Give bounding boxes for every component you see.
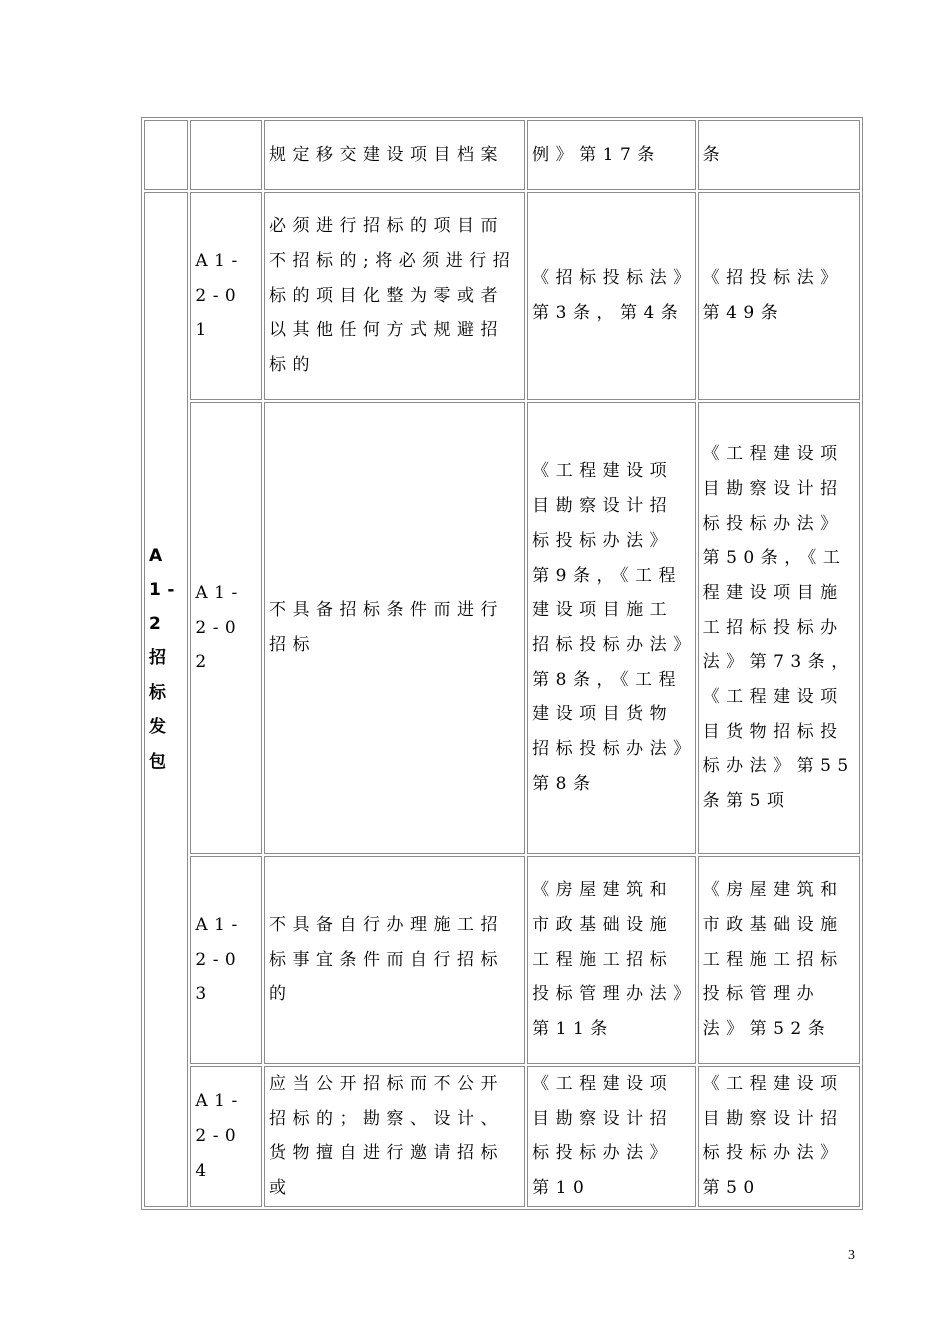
table-row	[144, 856, 860, 1064]
legal-basis: 《招标投标法》第3条，第4条	[527, 192, 695, 400]
violation-description: 不具备招标条件而进行招标	[264, 402, 525, 854]
category-cell	[144, 192, 188, 1207]
item-code: A1-2-03	[190, 856, 262, 1064]
legal-basis: 《工程建设项目勘察设计招标投标办法》第9条，《工程建设项目施工招标投标办法》第8条，《工程建设项目货物招标投标办法》第8条	[527, 402, 695, 854]
legal-basis: 《房屋建筑和市政基础设施工程施工招标投标管理办法》第11条	[527, 856, 695, 1064]
category-cell-empty	[144, 120, 188, 190]
penalty-basis: 《招投标法》第49条	[698, 192, 860, 400]
violation-description: 不具备自行办理施工招标事宜条件而自行招标的	[264, 856, 525, 1064]
penalty-basis: 《房屋建筑和市政基础设施工程施工招标投标管理办法》第52条	[698, 856, 860, 1064]
legal-basis: 《工程建设项目勘察设计招标投标办法》第10	[527, 1066, 695, 1207]
category-name: 招标发包	[149, 648, 173, 773]
violation-description: 必须进行招标的项目而不招标的;将必须进行招标的项目化整为零或者以其他任何方式规避招标的	[264, 192, 525, 400]
penalty-basis: 《工程建设项目勘察设计招标投标办法》第50条，《工程建设项目施工招标投标办法》第73条，《工程建设项目货物招标投标办法》第55条第5项	[698, 402, 860, 854]
item-code: A1-2-04	[190, 1066, 262, 1207]
item-code: A1-2-02	[190, 402, 262, 854]
penalty-basis: 《工程建设项目勘察设计招标投标办法》第50	[698, 1066, 860, 1207]
category-code: A1-2	[149, 546, 181, 634]
penalty-basis: 条	[698, 120, 860, 190]
legal-basis: 例》第17条	[527, 120, 695, 190]
violation-description: 规定移交建设项目档案	[264, 120, 525, 190]
table-row	[144, 1066, 860, 1207]
regulation-table	[141, 117, 863, 1210]
table-row	[144, 120, 860, 190]
page-number: 3	[848, 1248, 855, 1263]
item-code: A1-2-01	[190, 192, 262, 400]
code-cell-empty	[190, 120, 262, 190]
table-row	[144, 192, 860, 400]
violation-description: 应当公开招标而不公开招标的；勘察、设计、货物擅自进行邀请招标或	[264, 1066, 525, 1207]
table-row	[144, 402, 860, 854]
